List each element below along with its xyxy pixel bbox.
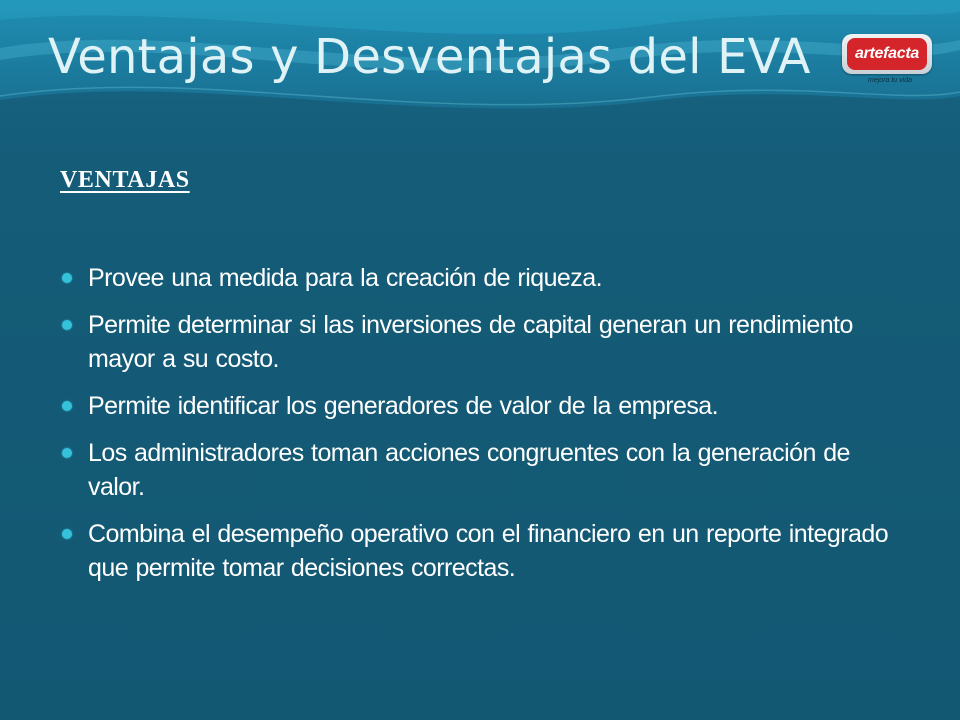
bullet-text: Permite identificar los generadores de valor de la empresa.: [88, 392, 719, 420]
bullet-item: [60, 389, 910, 423]
logo-text: artefacta: [847, 38, 927, 70]
bullet-dot-icon: [62, 401, 72, 411]
logo-tagline: mejora tu vida: [868, 77, 912, 84]
bullet-text: Combina el desempeño operativo con el financiero en un reporte integrado que permite tomar decisiones correctas.: [88, 520, 889, 582]
bullet-text: Los administradores toman acciones congruentes con la generación de valor.: [88, 439, 850, 501]
bullet-text: Permite determinar si las inversiones de capital generan un rendimiento mayor a su costo.: [88, 311, 853, 373]
bullet-item: [60, 261, 910, 295]
bullet-list: [60, 261, 910, 598]
artefacta-logo: [842, 28, 934, 90]
bullet-item: [60, 436, 910, 504]
bullet-item: [60, 517, 910, 585]
section-heading: VENTAJAS: [60, 167, 190, 193]
bullet-dot-icon: [62, 320, 72, 330]
bullet-dot-icon: [62, 529, 72, 539]
bullet-dot-icon: [62, 448, 72, 458]
logo-badge: [842, 34, 932, 74]
bullet-item: [60, 308, 910, 376]
bullet-dot-icon: [62, 273, 72, 283]
bullet-text: Provee una medida para la creación de riqueza.: [88, 264, 602, 292]
slide-title: Ventajas y Desventajas del EVA: [48, 29, 811, 85]
